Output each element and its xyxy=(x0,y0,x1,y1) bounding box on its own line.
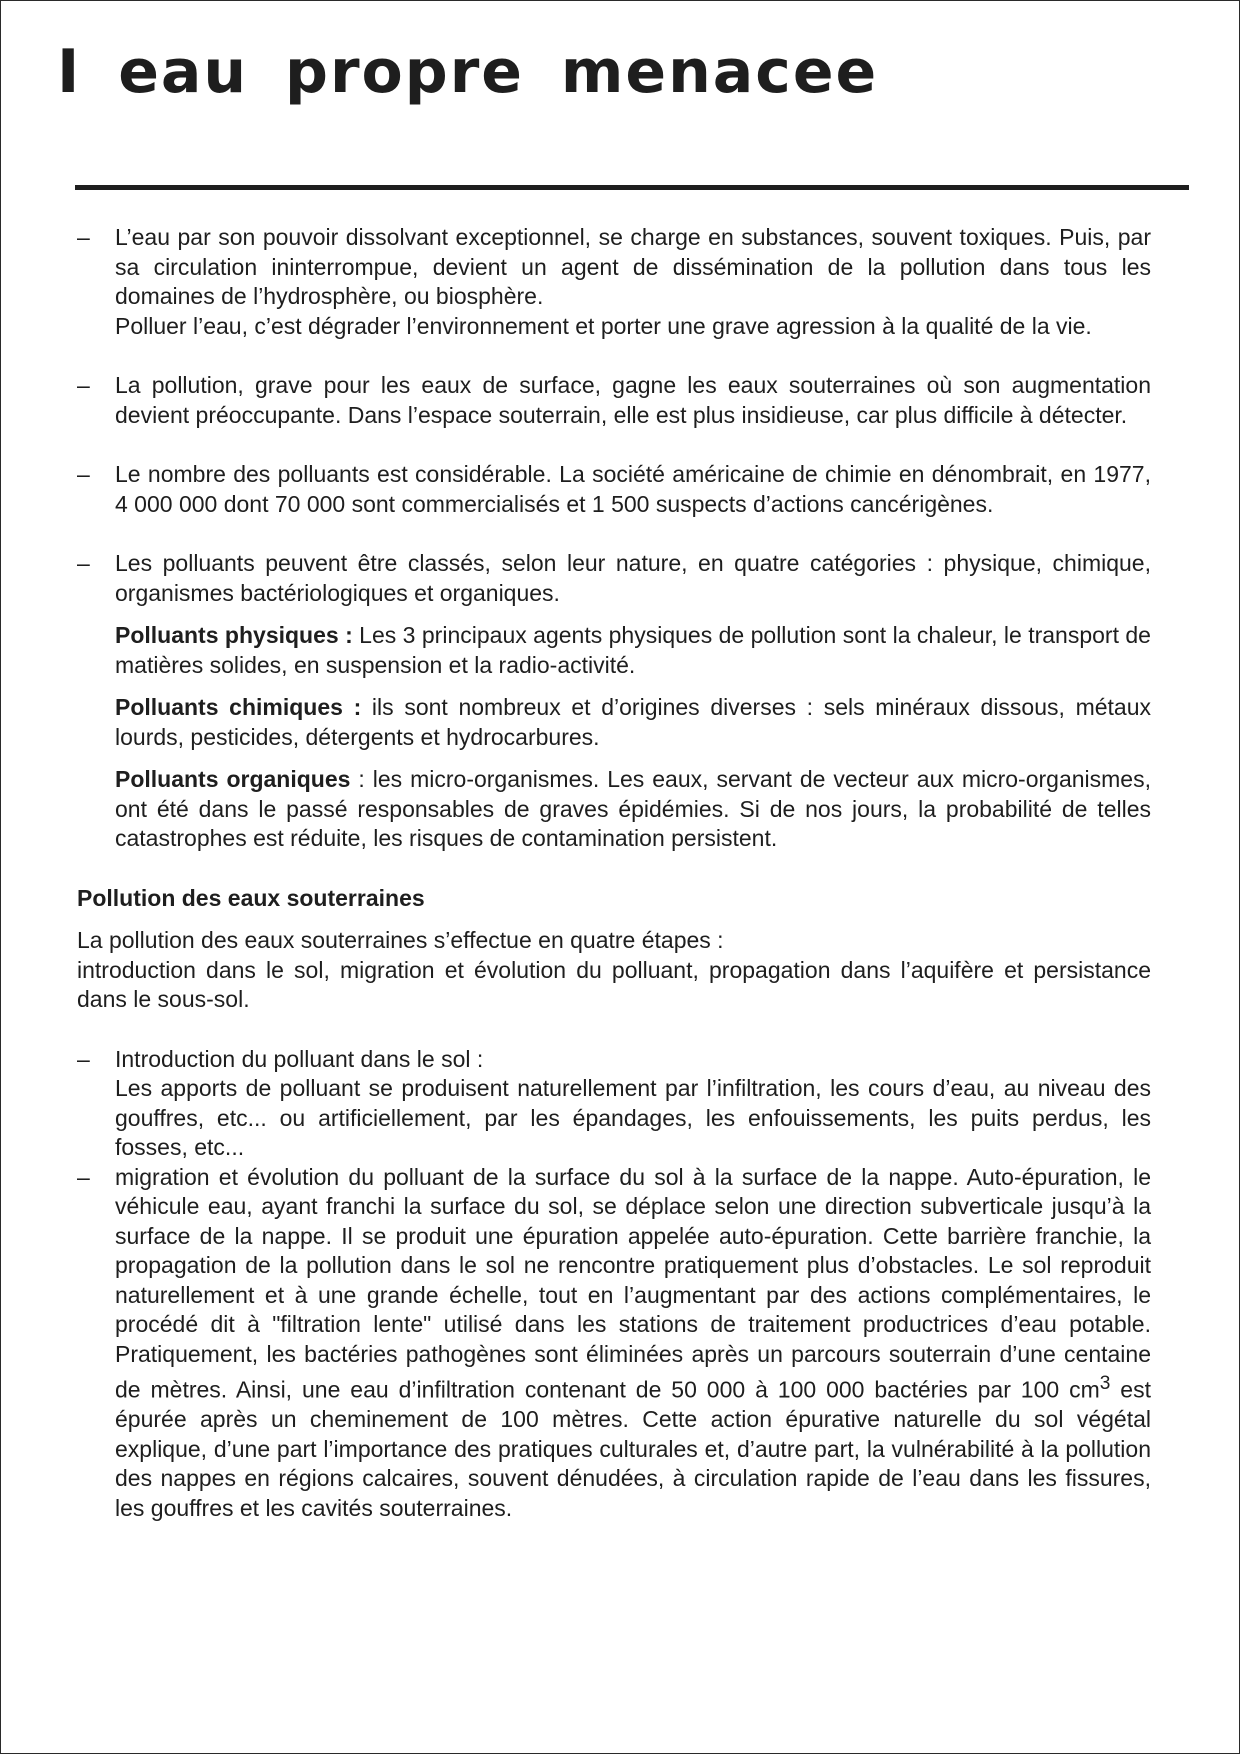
paragraph: La pollution, grave pour les eaux de surface, gagne les eaux souterraines où son augmentation devient préoccupante. Dans l’espace souterrain, elle est plus insidieuse, car plus difficile à détecter. xyxy=(115,372,1151,428)
category-label: Polluants chimiques : xyxy=(115,694,362,720)
category-physical xyxy=(77,621,1151,680)
paragraph: L’eau par son pouvoir dissolvant exceptionnel, se charge en substances, souvent toxiques. Puis, par sa circulation ininterrompue, devient un agent de dissémination de la pollution dans tous les domaines de l’hydrosphère, ou biosphère. xyxy=(115,224,1151,309)
dash-bullet: – xyxy=(77,224,90,250)
category-text: : les micro-organismes. Les eaux, servant de vecteur aux micro-organismes, ont été dans le passé responsables de graves épidémies. Si de nos jours, la probabilité de telles catastrophes est réduite, les risques de contamination persistent. xyxy=(115,766,1151,851)
category-chemical xyxy=(77,693,1151,752)
paragraph-part: est épurée après un cheminement de 100 mètres. Cette action épurative naturelle du sol végétal explique, d’une part l’importance des pratiques culturales et, d’autre part, la vulnérabilité à la pollution des nappes en régions calcaires, souvent dénudées, à circulation rapide de l’eau dans les fissures, les gouffres et les cavités souterraines. xyxy=(115,1376,1151,1521)
category-label: Polluants organiques xyxy=(115,766,351,792)
paragraph: Le nombre des polluants est considérable. La société américaine de chimie en dénombrait, en 1977, 4 000 000 dont 70 000 sont commercialisés et 1 500 suspects d’actions cancérigènes. xyxy=(115,461,1151,517)
dash-bullet: – xyxy=(77,372,90,398)
section-heading: Pollution des eaux souterraines xyxy=(77,884,425,911)
paragraph xyxy=(115,1163,1151,1524)
dash-bullet: – xyxy=(77,550,90,576)
page-title: I eau propre menacee xyxy=(57,37,879,107)
paragraph-part: migration et évolution du polluant de la surface du sol à la surface de la nappe. Auto-épuration, le véhicule eau, ayant franchi la surface du sol, se déplace selon une direction subverticale jusqu’à la surface de la nappe. Il se produit une épuration appelée auto-épuration. Cette barrière franchie, la propagation de la pollution dans le sol ne rencontre pratiquement plus d’obstacles. Le sol reproduit naturellement et à une grande échelle, tout en l’augmentant par des actions complémentaires, le procédé dit à "filtration lente" utilisé dans les stations de traitement productrices d’eau potable. Pratiquement, les bactéries pathogènes sont éliminées après un parcours souterrain d’une centaine de mètres. Ainsi, une eau d’infiltration contenant de 50 000 à 100 000 bactéries par 100 cm xyxy=(115,1163,1151,1403)
list-item xyxy=(77,460,1151,519)
list-item xyxy=(77,223,1151,341)
paragraph: Polluer l’eau, c’est dégrader l’environnement et porter une grave agression à la qualité de la vie. xyxy=(115,312,1092,339)
paragraph: Les polluants peuvent être classés, selon leur nature, en quatre catégories : physique, chimique, organismes bactériologiques et organiques. xyxy=(115,550,1151,606)
document-body xyxy=(77,223,1151,1523)
list-item xyxy=(77,1045,1151,1163)
list-item xyxy=(77,549,1151,608)
list-item xyxy=(77,1163,1151,1524)
superscript: 3 xyxy=(1099,1373,1111,1394)
section-intro-line: La pollution des eaux souterraines s’effectue en quatre étapes : xyxy=(77,927,724,953)
paragraph: Les apports de polluant se produisent naturellement par l’infiltration, les cours d’eau, au niveau des gouffres, etc... ou artificiellement, par les épandages, les enfouissements, les puits perdus, les fosses, etc... xyxy=(115,1075,1151,1160)
list-item xyxy=(77,371,1151,430)
step-title: Introduction du polluant dans le sol : xyxy=(115,1045,484,1072)
dash-bullet: – xyxy=(77,1045,90,1072)
category-text: ils sont nombreux et d’origines diverses : sels minéraux dissous, métaux lourds, pesticides, détergents et hydrocarbures. xyxy=(115,694,1151,750)
category-organic xyxy=(77,765,1151,854)
title-rule xyxy=(75,185,1189,190)
section-intro-line: introduction dans le sol, migration et évolution du polluant, propagation dans l’aquifère et persistance dans le sous-sol. xyxy=(77,956,1151,1012)
category-label: Polluants physiques : xyxy=(115,622,353,648)
dash-bullet: – xyxy=(77,1163,90,1190)
category-text: Les 3 principaux agents physiques de pollution sont la chaleur, le transport de matières solides, en suspension et la radio-activité. xyxy=(115,622,1151,678)
dash-bullet: – xyxy=(77,461,90,487)
